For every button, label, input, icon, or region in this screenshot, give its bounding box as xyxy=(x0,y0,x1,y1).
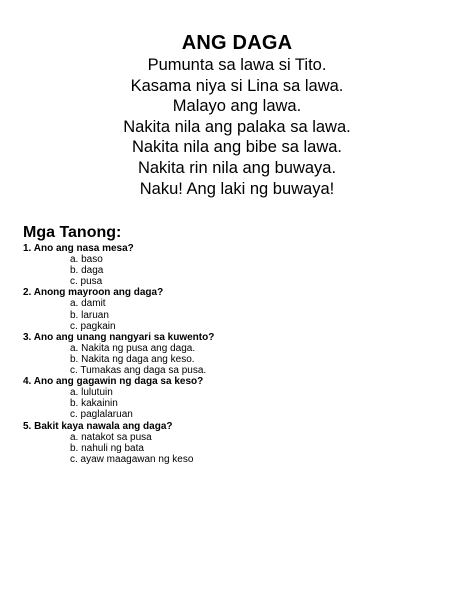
story-section xyxy=(0,32,474,199)
story-line: Pumunta sa lawa si Tito. xyxy=(147,56,327,74)
question-2: 2. Anong mayroon ang daga? xyxy=(23,287,164,299)
question-5: 5. Bakit kaya nawala ang daga? xyxy=(23,420,173,432)
choice-5b: b. nahuli ng bata xyxy=(70,442,144,454)
choice-3b: b. Nakita ng daga ang keso. xyxy=(70,353,195,365)
story-line: Nakita rin nila ang buwaya. xyxy=(137,158,337,177)
choice-1b: b. daga xyxy=(70,265,104,277)
questions-heading: Mga Tanong: xyxy=(23,224,122,241)
choice-4a: a. lulutuin xyxy=(70,387,113,399)
choice-4c: c. paglalaruan xyxy=(70,409,133,421)
story-line: Malayo ang lawa. xyxy=(172,97,302,116)
story-line: Kasama niya si Lina sa lawa. xyxy=(130,76,344,95)
question-3: 3. Ano ang unang nangyari sa kuwento? xyxy=(23,331,215,343)
choice-2a: a. damit xyxy=(70,298,106,310)
choice-5c: c. ayaw maagawan ng keso xyxy=(70,453,194,465)
questions-section xyxy=(23,224,453,465)
question-1: 1. Ano ang nasa mesa? xyxy=(23,243,134,254)
choice-2b: b. laruan xyxy=(70,309,109,321)
choice-2c: c. pagkain xyxy=(70,320,116,332)
choice-5a: a. natakot sa pusa xyxy=(70,431,152,443)
choice-3c: c. Tumakas ang daga sa pusa. xyxy=(70,365,207,377)
story-line: Naku! Ang laki ng buwaya! xyxy=(139,179,335,198)
story-title: ANG DAGA xyxy=(181,32,293,54)
choice-1c: c. pusa xyxy=(70,276,103,288)
story-line: Nakita nila ang bibe sa lawa. xyxy=(131,138,343,157)
choice-1a: a. baso xyxy=(70,254,103,266)
story-line: Nakita nila ang palaka sa lawa. xyxy=(123,117,351,136)
choice-4b: b. kakainin xyxy=(70,398,118,410)
question-4: 4. Ano ang gagawin ng daga sa keso? xyxy=(23,376,204,388)
choice-3a: a. Nakita ng pusa ang daga. xyxy=(70,342,196,354)
